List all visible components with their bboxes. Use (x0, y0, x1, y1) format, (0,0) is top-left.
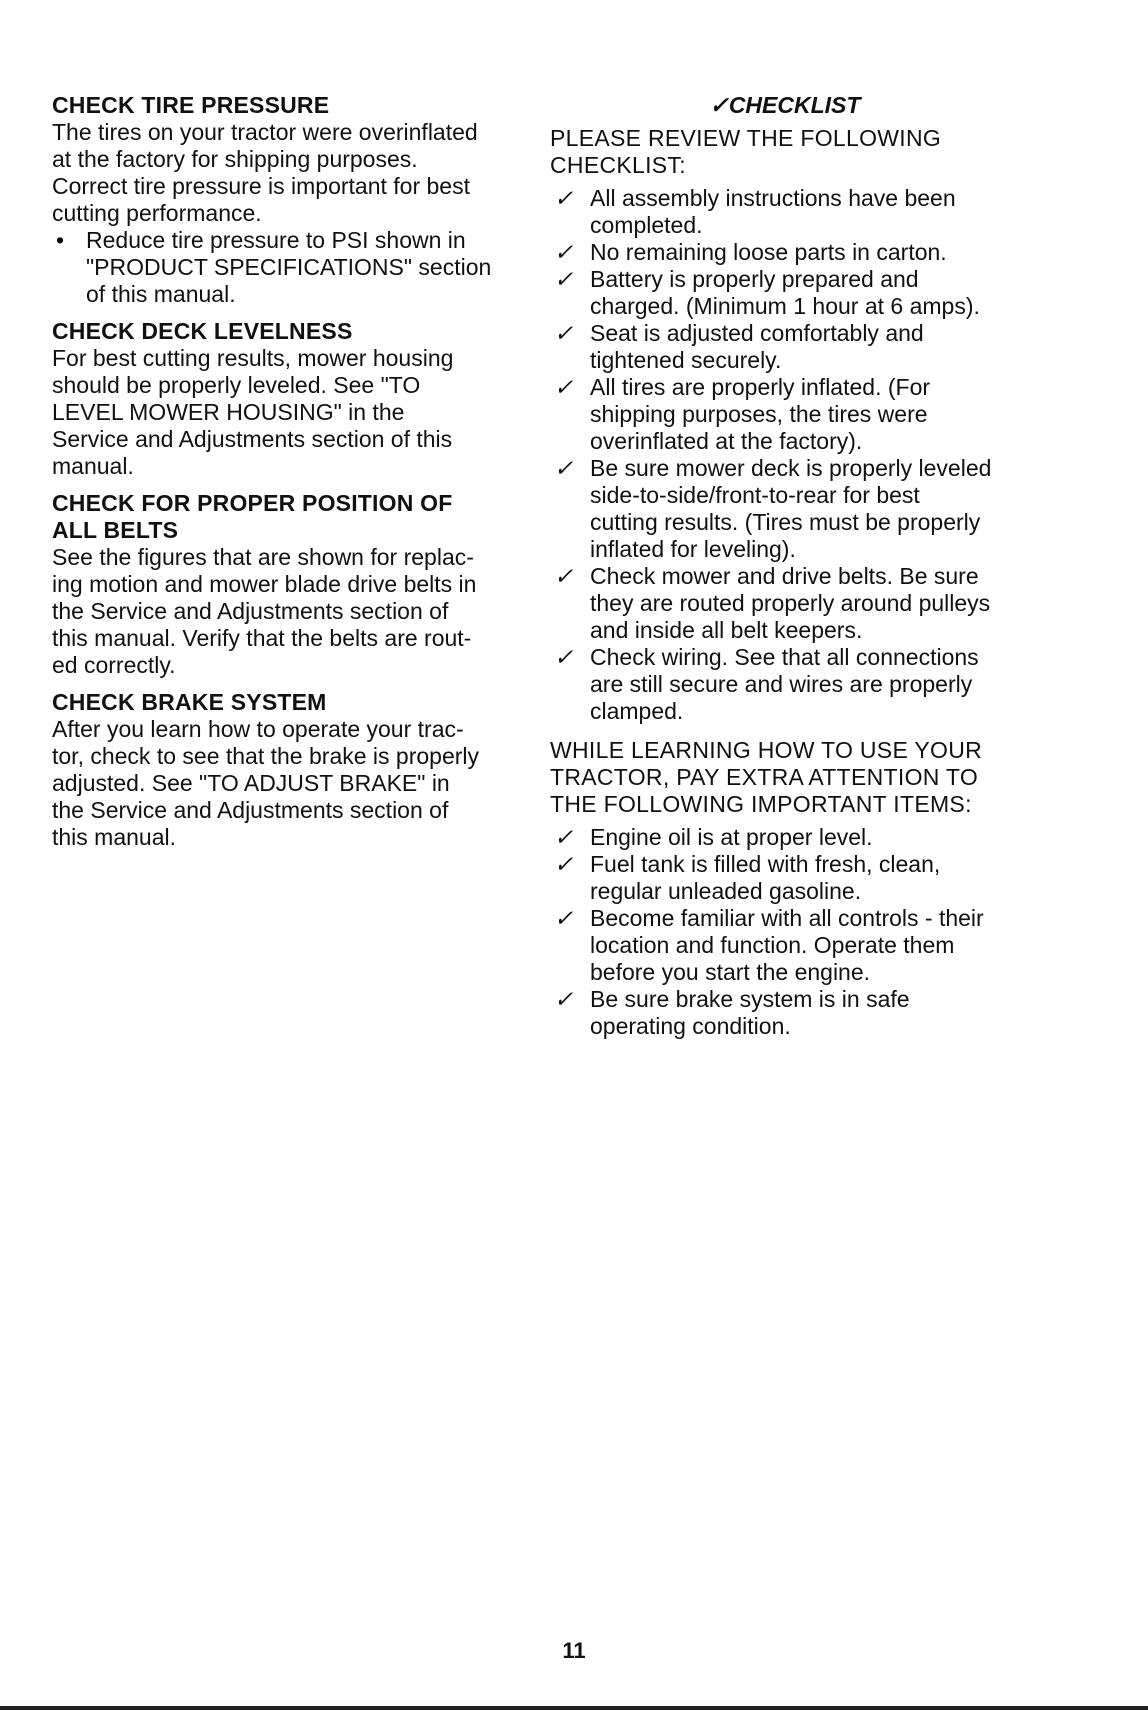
tire-bullet-text (86, 227, 491, 308)
checklist-item (550, 320, 1020, 374)
learning-item (550, 986, 1020, 1040)
checkmark-icon: ✓ (554, 455, 574, 481)
checklist-item-line: Check wiring. See that all connections (590, 644, 979, 670)
learning-item-line: Fuel tank is filled with fresh, clean, (590, 851, 941, 877)
brake-text-line: tor, check to see that the brake is properly (52, 743, 480, 769)
checklist-item-line: completed. (590, 212, 703, 238)
right-column (550, 92, 1020, 1052)
tire-bullet-line: Reduce tire pressure to PSI shown in (86, 227, 466, 253)
checklist-item (550, 239, 1020, 266)
tire-text-line: cutting performance. (52, 200, 262, 226)
checklist-item (550, 374, 1020, 455)
checklist-item-line: Seat is adjusted comfortably and (590, 320, 924, 346)
checklist-item (550, 563, 1020, 644)
section-brake-system (52, 689, 522, 851)
belts-text-line: ing motion and mower blade drive belts in (52, 571, 477, 597)
brake-text-line: this manual. (52, 824, 177, 850)
section-deck-levelness (52, 318, 522, 480)
checklist-item-line: are still secure and wires are properly (590, 671, 973, 697)
belts-text-line: this manual. Verify that the belts are rout- (52, 625, 472, 651)
heading-check-belts: ALL BELTS (52, 517, 179, 543)
checkmark-icon: ✓ (554, 905, 574, 931)
deck-text-line: Service and Adjustments section of this (52, 426, 453, 452)
learning-intro-line: THE FOLLOWING IMPORTANT ITEMS: (550, 791, 972, 817)
checklist-item-text (590, 455, 991, 563)
learning-item-line: operating condition. (590, 1013, 791, 1039)
checklist-title: ✓CHECKLIST (709, 92, 861, 118)
heading-check-brake-system: CHECK BRAKE SYSTEM (52, 689, 327, 715)
checkmark-icon: ✓ (554, 563, 574, 589)
checklist-item-line: All tires are properly inflated. (For (590, 374, 931, 400)
heading-check-belts: CHECK FOR PROPER POSITION OF (52, 490, 453, 516)
checklist-item-text (590, 563, 990, 644)
checklist-item-line: and inside all belt keepers. (590, 617, 863, 643)
checklist-item-line: they are routed properly around pulleys (590, 590, 991, 616)
learning-item (550, 905, 1020, 986)
checkmark-icon: ✓ (554, 320, 574, 346)
checklist-item-line: Check mower and drive belts. Be sure (590, 563, 979, 589)
checklist-item-line: No remaining loose parts in carton. (590, 239, 947, 265)
learning-item-text (590, 824, 873, 851)
deck-text-line: For best cutting results, mower housing (52, 345, 454, 371)
checklist-item-text (590, 374, 930, 455)
checklist-item (550, 644, 1020, 725)
checklist-item-line: All assembly instructions have been (590, 185, 956, 211)
learning-item (550, 851, 1020, 905)
checklist-item-line: inflated for leveling). (590, 536, 796, 562)
checklist-item (550, 455, 1020, 563)
belts-text-line: the Service and Adjustments section of (52, 598, 449, 624)
checkmark-icon: ✓ (554, 374, 574, 400)
learning-item-line: before you start the engine. (590, 959, 871, 985)
tire-bullet-line: of this manual. (86, 281, 236, 307)
learning-item-line: Be sure brake system is in safe (590, 986, 910, 1012)
brake-text-line: After you learn how to operate your trac- (52, 716, 464, 742)
checklist-item-line: tightened securely. (590, 347, 782, 373)
tire-bullet-item (52, 227, 522, 308)
checkmark-icon: ✓ (554, 824, 574, 850)
bullet-icon: • (56, 227, 65, 253)
checklist-item-text (590, 185, 956, 239)
checklist-item (550, 266, 1020, 320)
checklist-item-line: cutting results. (Tires must be properly (590, 509, 981, 535)
checkmark-icon: ✓ (554, 239, 574, 265)
checklist-item-line: side-to-side/front-to-rear for best (590, 482, 920, 508)
tire-bullet-line: "PRODUCT SPECIFICATIONS" section (86, 254, 492, 280)
learning-item-line: regular unleaded gasoline. (590, 878, 862, 904)
checklist-item-text (590, 239, 947, 266)
page-number: 11 (562, 1638, 586, 1663)
checklist-item (550, 185, 1020, 239)
learning-items (550, 824, 1020, 1040)
belts-text-line: ed correctly. (52, 652, 176, 678)
learning-item-text (590, 905, 984, 986)
belts-text-line: See the figures that are shown for replac- (52, 544, 474, 570)
bottom-rule (0, 1706, 1148, 1710)
learning-item-line: Engine oil is at proper level. (590, 824, 873, 850)
checkmark-icon: ✓ (554, 185, 574, 211)
section-tire-pressure (52, 92, 522, 308)
brake-text-line: adjusted. See "TO ADJUST BRAKE" in (52, 770, 450, 796)
checklist-item-line: clamped. (590, 698, 684, 724)
brake-text-line: the Service and Adjustments section of (52, 797, 449, 823)
left-column (52, 92, 522, 861)
tire-text-line: Correct tire pressure is important for best (52, 173, 470, 199)
learning-item (550, 824, 1020, 851)
checklist-intro-line: CHECKLIST: (550, 152, 686, 178)
learning-intro-line: TRACTOR, PAY EXTRA ATTENTION TO (550, 764, 979, 790)
checklist-item-line: charged. (Minimum 1 hour at 6 amps). (590, 293, 980, 319)
checkmark-icon: ✓ (554, 986, 574, 1012)
checklist-item-text (590, 320, 924, 374)
checklist-item-line: shipping purposes, the tires were (590, 401, 928, 427)
section-belts (52, 490, 522, 679)
learning-item-line: Become familiar with all controls - their (590, 905, 984, 931)
checklist-item-text (590, 266, 980, 320)
heading-check-tire-pressure: CHECK TIRE PRESSURE (52, 92, 330, 118)
learning-item-text (590, 986, 910, 1040)
checklist-items (550, 185, 1020, 725)
checklist-item-line: Battery is properly prepared and (590, 266, 919, 292)
learning-intro-line: WHILE LEARNING HOW TO USE YOUR (550, 737, 983, 763)
tire-text-line: at the factory for shipping purposes. (52, 146, 418, 172)
checklist-item-line: Be sure mower deck is properly leveled (590, 455, 992, 481)
checklist-item-line: overinflated at the factory). (590, 428, 863, 454)
tire-text-line: The tires on your tractor were overinflated (52, 119, 478, 145)
heading-check-deck-levelness: CHECK DECK LEVELNESS (52, 318, 353, 344)
checklist-item-text (590, 644, 979, 725)
learning-item-line: location and function. Operate them (590, 932, 955, 958)
deck-text-line: manual. (52, 453, 134, 479)
checkmark-icon: ✓ (554, 266, 574, 292)
deck-text-line: should be properly leveled. See "TO (52, 372, 421, 398)
checklist-intro-line: PLEASE REVIEW THE FOLLOWING (550, 125, 942, 151)
checkmark-icon: ✓ (554, 851, 574, 877)
checkmark-icon: ✓ (554, 644, 574, 670)
learning-item-text (590, 851, 940, 905)
deck-text-line: LEVEL MOWER HOUSING" in the (52, 399, 405, 425)
